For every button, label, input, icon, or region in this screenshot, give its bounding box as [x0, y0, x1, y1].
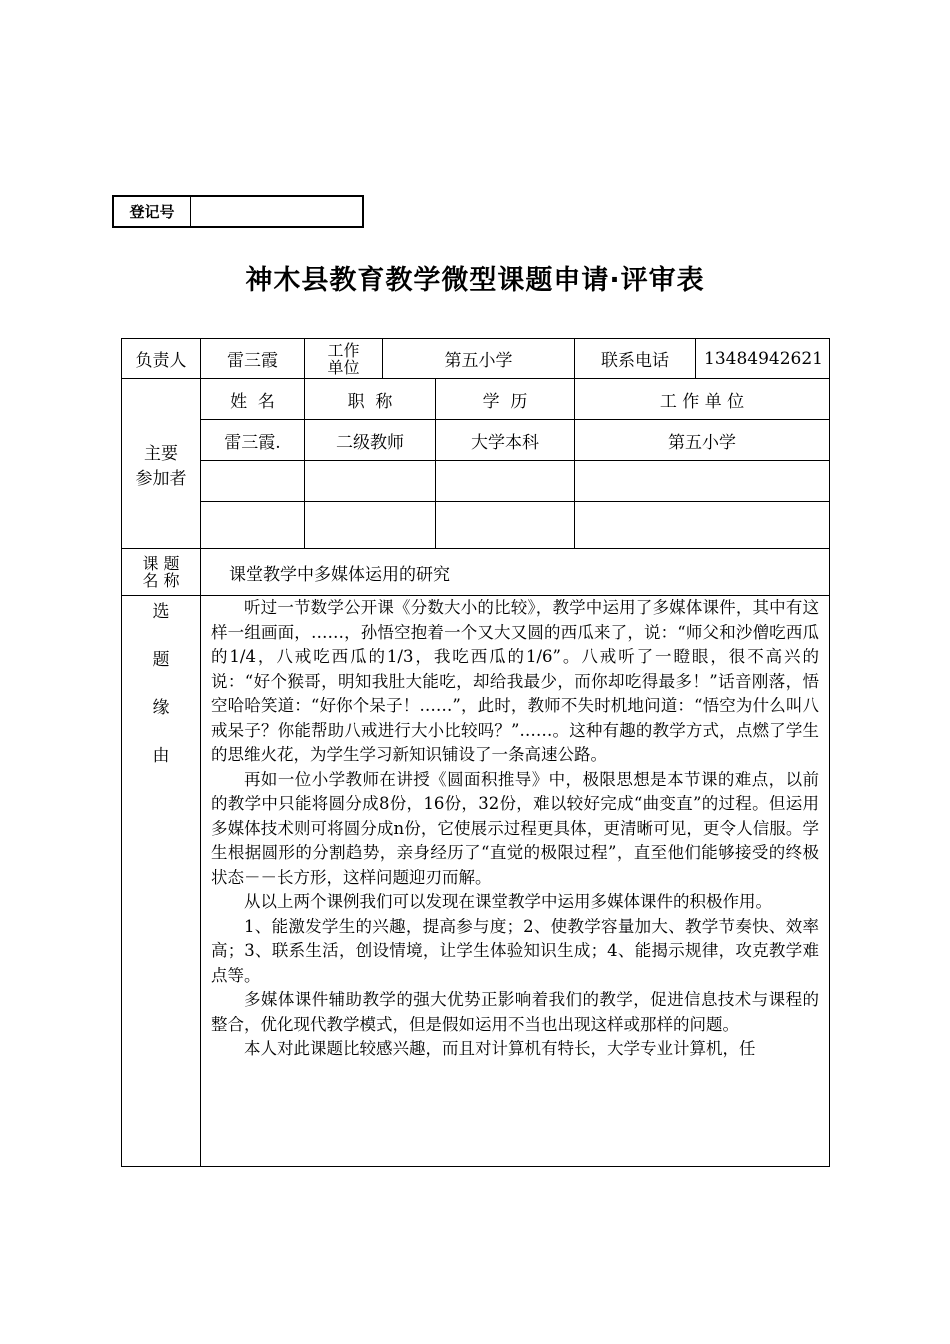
participant-work-unit: 第五小学: [575, 420, 830, 461]
participant-title[interactable]: [305, 502, 436, 549]
topic-label-line2: 名 称: [142, 571, 180, 590]
reason-paragraph: 多媒体课件辅助教学的强大优势正影响着我们的教学，促进信息技术与课程的整合，优化现代教学模式，但是假如运用不当也出现这样或那样的问题。: [211, 990, 819, 1034]
reason-paragraph: 1、能激发学生的兴趣，提高参与度；2、使教学容量加大、教学节奏快、效率高；3、联系生活，创设情境，让学生体验知识生成；4、能揭示规律，攻克教学难点等。: [211, 916, 819, 985]
reason-label-char: 题: [152, 650, 170, 670]
header-title: 职 称: [305, 379, 436, 420]
unit-label-line1: 工作: [327, 340, 360, 360]
unit-label: [305, 339, 383, 379]
header-education: 学 历: [436, 379, 575, 420]
participants-header-row: [122, 379, 830, 420]
participant-name[interactable]: [201, 461, 305, 502]
topic-name: 课堂教学中多媒体运用的研究: [201, 549, 830, 596]
phone-label: 联系电话: [575, 339, 696, 379]
participant-education: 大学本科: [436, 420, 575, 461]
topic-row: [122, 549, 830, 596]
participant-work-unit[interactable]: [575, 502, 830, 549]
unit-label-line2: 单位: [327, 357, 360, 377]
reason-paragraph: 本人对此课题比较感兴趣，而且对计算机有特长，大学专业计算机，任: [244, 1039, 756, 1058]
participants-label: [122, 379, 201, 549]
participant-education[interactable]: [436, 461, 575, 502]
registration-label: 登记号: [114, 197, 191, 226]
registration-value-field[interactable]: [191, 197, 362, 226]
topic-label-line1: 课 题: [142, 554, 180, 573]
leader-name: 雷三霞: [201, 339, 305, 379]
participant-row: [122, 461, 830, 502]
participant-row: [122, 502, 830, 549]
participant-title: 二级教师: [305, 420, 436, 461]
leader-label: 负责人: [122, 339, 201, 379]
leader-phone: 13484942621: [696, 339, 830, 379]
participant-name[interactable]: [201, 502, 305, 549]
reason-label: [122, 596, 201, 1167]
leader-unit: 第五小学: [383, 339, 575, 379]
topic-label: [122, 549, 201, 596]
participants-label-line1: 主要: [144, 443, 178, 464]
reason-label-char: 选: [152, 602, 170, 622]
participants-label-line2: 参加者: [135, 468, 187, 489]
leader-row: [122, 339, 830, 379]
reason-label-char: 由: [152, 746, 170, 766]
reason-label-char: 缘: [152, 698, 170, 718]
reason-row: [122, 596, 830, 1167]
participant-education[interactable]: [436, 502, 575, 549]
header-work-unit: 工 作 单 位: [575, 379, 830, 420]
application-form-table: [121, 338, 830, 1167]
form-title: 神木县教育教学微型课题申请·评审表: [245, 265, 705, 296]
reason-paragraph: 从以上两个课例我们可以发现在课堂教学中运用多媒体课件的积极作用。: [244, 892, 772, 911]
header-name: 姓 名: [201, 379, 305, 420]
reason-body: [201, 596, 830, 1167]
participant-title[interactable]: [305, 461, 436, 502]
registration-box: [112, 195, 364, 228]
participant-name: 雷三霞.: [201, 420, 305, 461]
participant-row: [122, 420, 830, 461]
reason-paragraph: 听过一节数学公开课《分数大小的比较》，教学中运用了多媒体课件，其中有这样一组画面，……，孙悟空抱着一个又大又圆的西瓜来了，说：“师父和沙僧吃西瓜的1/4，八戒吃西瓜的1/3，我吃西瓜的1/6”。八戒听了一瞪眼，很不高兴的说：“好个猴哥，明知我肚大能吃，却给我最少，而你却吃得最多！”话音刚落，悟空哈哈笑道：“好你个呆子！……”，此时，教师不失时机地问道：“悟空为什么叫八戒呆子？你能帮助八戒进行大小比较吗？”……。这种有趣的教学方式，点燃了学生的思维火花，为学生学习新知识铺设了一条高速公路。: [211, 598, 819, 764]
reason-paragraph: 再如一位小学教师在讲授《圆面积推导》中，极限思想是本节课的难点，以前的教学中只能将圆分成8份，16份，32份，难以较好完成“曲变直”的过程。但运用多媒体技术则可将圆分成n份，它使展示过程更具体，更清晰可见，更令人信服。学生根据圆形的分割趋势，亲身经历了“直觉的极限过程”，直至他们能够接受的终极状态－－长方形，这样问题迎刃而解。: [211, 769, 819, 887]
participant-work-unit[interactable]: [575, 461, 830, 502]
